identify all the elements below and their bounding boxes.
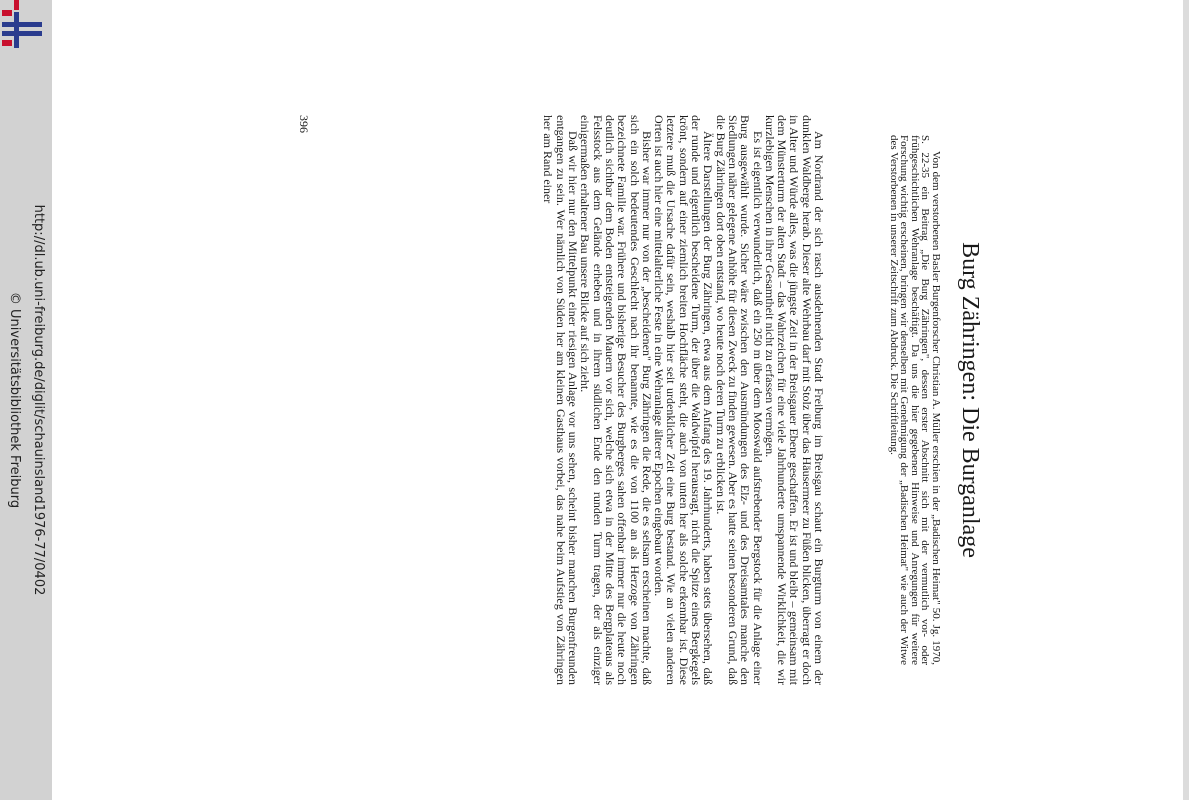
scanned-page: [285, 115, 985, 685]
page-number: 396: [297, 115, 311, 133]
viewer-sidebar: [0, 0, 52, 800]
university-library-logo-icon: [0, 0, 46, 50]
copyright-notice: © Universitätsbibliothek Freiburg: [7, 291, 22, 509]
editorial-note: Von dem verstorbenen Basler Burgenforscher Christian A. Müller erschien in der „Badischen Heimat" 50. Jg. 1970, S. 22-35 ein Beitrag „Die Burg Zähringen", dessen erster Abschnitt sich mit der vermutlich vor- oder frühgeschichtlichen Wehranlage beschäftigt. Da uns die hier gegebenen Hinweise und Anregungen für weitere Forschung wichtig erscheinen, bringen wir denselben mit Genehmigung der „Badischen Heimat" wie auch der Witwe des Verstorbenen in unserer Zeitschrift zum Abdruck. Die Schriftleitung.: [887, 135, 942, 665]
page-edge: [1183, 0, 1189, 800]
body-paragraph: Daß wir hier nur den Mittelpunkt einer riesigen Anlage vor uns sehen, scheint bisher manchen Burgenfreunden entgangen zu sein. Wer nämlich von Süden her am kleinen Gasthaus vorbei, das nahe beim Aufstieg von Zähringen her am Rand einer: [541, 115, 581, 685]
body-paragraph: Am Nordrand der sich rasch ausdehnenden Stadt Freiburg im Breisgau schaut ein Burgturm von einem der dunklen Waldberge herab. Dieser alte Wehrbau darf mit Stolz über das Häusermeer zu Füßen blicken, überragt er doch in Alter und Würde alles, was die jüngste Zeit in der Breisgauer Ebene geschaffen. Er ist und bleibt – gemeinsam mit dem Münsterturm der alten Stadt – das Wahrzeichen für eine viele Jahrhunderte umspannende Wirklichkeit, die wir kurzlebigen Menschen in ihrer Gesamtheit nicht zu erfassen vermögen.: [762, 115, 826, 685]
body-paragraph: Bisher war immer nur von der „bescheidenen" Burg Zähringen die Rede, die es seltsam erscheinen machte, daß sich ein solch bedeutendes Geschlecht nach ihr benannte, wie es die von 1100 an als Herzoge von Zähringen bezeichnete Familie war. Frühere und bisherige Besucher des Burgberges sahen offenbar immer nur die heute noch deutlich sichtbar dem Boden entsteigenden Mauern vor sich, welche sich etwa in der Mitte des Bergplateaus als Felsstock aus dem Gelände erheben und in ihrem südlichen Ende den runden Turm tragen, der als einziger einigermaßen erhaltener Bau unsere Blicke auf sich zieht.: [578, 115, 654, 685]
provenance-caption: [2, 185, 50, 615]
page-title: Burg Zähringen: Die Burganlage: [957, 242, 983, 558]
article-body: [542, 115, 825, 685]
body-paragraph: Es ist eigentlich verwunderlich, daß ein 250 m über dem Mooswald aufstrebender Bergstock für die Anlage einer Burg ausgewählt wurde. Sicher wäre zwischen den Ausmündungen des Elz- und des Dreisamtales manche den Siedlungen näher gelegene Anhöhe für diesen Zweck zu finden gewesen. Aber es hatte seinen besonderen Grund, daß die Burg Zähringen dort oben entstand, wo heute noch deren Turm zu erblicken ist.: [713, 115, 765, 685]
document-url[interactable]: http://dl.ub.uni-freiburg.de/diglit/schauinsland1976-77/0402: [31, 204, 46, 596]
body-paragraph: Ältere Darstellungen der Burg Zähringen, etwa aus dem Anfang des 19. Jahrhunderts, haben stets übersehen, daß der runde und eigentlich bescheidene Turm, der über die Waldwipfel herausragt, nicht die Spitze eines Bergkegels krönt, sondern auf einer ziemlich breiten Hochfläche steht, die auch von unten her als solche erkennbar ist. Diese letztere muß die Ursache dafür sein, weshalb hier seit urdenklicher Zeit eine Burg bestand. Wie an vielen anderen Orten ist auch hier eine mittelalterliche Feste in eine Wehranlage älterer Epochen eingebaut worden.: [652, 115, 716, 685]
